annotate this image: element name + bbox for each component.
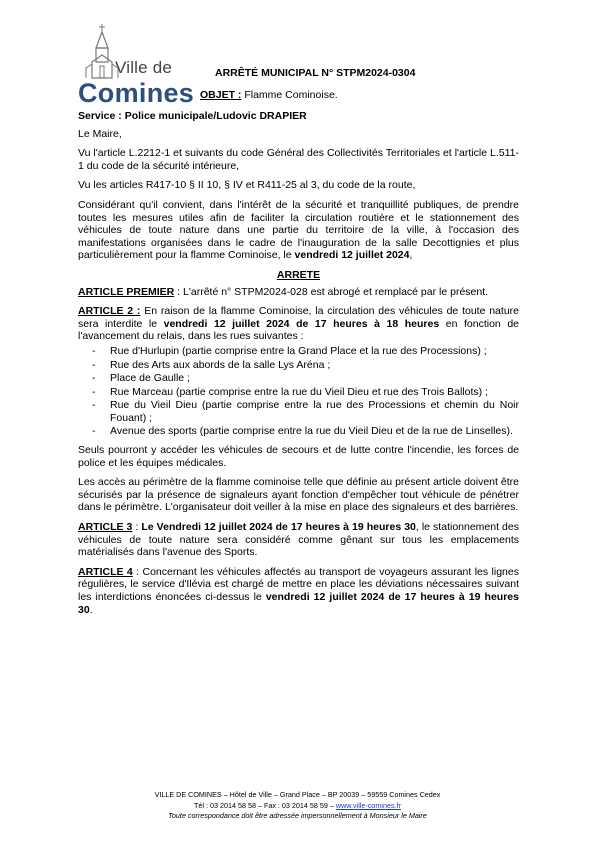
service-line: Service : Police municipale/Ludovic DRAPIER — [78, 110, 307, 122]
footer-phone-fax: Tél : 03 2014 58 58 – Fax : 03 2014 58 59 – — [194, 800, 336, 810]
article-3-text: , le stationnement des véhicules de toute nature sera considéré comme gênant sur tous les emplacements matérialisés dans l'avenue des Sports. — [78, 521, 519, 559]
street-list — [78, 345, 519, 438]
article-2-label: ARTICLE 2 : — [78, 305, 141, 318]
vu-paragraph-2: Vu les articles R417-10 § II 10, § IV et R411-25 al 3, du code de la route, — [78, 179, 416, 192]
list-item: - Rue du Vieil Dieu (partie comprise entre la rue des Processions et chemin du Noir Fouant) ; — [110, 399, 519, 424]
logo-ville-text: Ville de — [115, 58, 173, 77]
considerant-text: Considérant qu'il convient, dans l'intérêt de la sécurité et tranquillité publiques, de prendre toutes les mesures utiles afin de faciliter la circulation routière et le stationnement des véhicules de toute nature dans une partie du territoire de la ville, à l'occasion des manifestations organisées dans le cadre de l'inauguration de la salle Decottignies et plus particulièrement pour la flamme Cominoise, le — [78, 198, 519, 262]
article-4-end: . — [89, 603, 93, 616]
vu-paragraph-1: Vu l'article L.2212-1 et suivants du code Général des Collectivités Territoriales et l'article L.511-1 du code de la sécurité intérieure, — [78, 147, 519, 172]
article-2 — [78, 305, 519, 343]
article-1-text: : L'arrêté n° STPM2024-028 est abrogé et remplacé par le présent. — [174, 285, 489, 298]
page-footer — [60, 790, 535, 822]
article-1 — [78, 286, 519, 299]
document-title: ARRÊTÉ MUNICIPAL N° STPM2024-0304 — [215, 67, 416, 79]
article-2-signaleurs-paragraph: Les accès au périmètre de la flamme cominoise telle que définie au présent article doivent être sécurisés par la présence de signaleurs ayant fonction d'empêcher tout véhicule de pénétrer dans le périmètre. L'organisateur doit veiller à la mise en place des signaleurs et des barrières. — [78, 476, 519, 514]
footer-address: VILLE DE COMINES – Hôtel de Ville – Grand Place – BP 20039 – 59559 Comines Cedex — [154, 790, 441, 799]
article-2-text-2: en fonction de l'avancement du relais, dans les rues suivantes : — [78, 317, 519, 343]
article-4-date: vendredi 12 juillet 2024 de 17 heures à 19 heures 30 — [78, 591, 519, 616]
city-logo — [78, 22, 193, 108]
article-3-date: Le Vendredi 12 juillet 2024 de 17 heures à 19 heures 30 — [141, 521, 416, 534]
footer-note: Toute correspondance doit être adressée impersonnellement à Monsieur le Maire — [168, 811, 427, 820]
list-item: - Avenue des sports (partie comprise entre la rue du Vieil Dieu et de la rue de Linselles). — [110, 425, 519, 438]
website-link[interactable]: www.ville-comines.fr — [335, 800, 401, 810]
list-item: - Rue d'Hurlupin (partie comprise entre la Grand Place et la rue des Processions) ; — [110, 345, 519, 358]
arrete-heading: ARRETE — [276, 268, 321, 281]
considerant-end: , — [409, 249, 413, 262]
article-4-text: : Concernant les véhicules affectés au transport de voyageurs assurant les lignes régulières, le service d'Ilévia est chargé de mettre en place les déviations nécessaires suivant les interdictions énoncées ci-dessus le — [78, 565, 519, 603]
le-maire: Le Maire, — [78, 127, 122, 140]
objet-text: Flamme Cominoise. — [241, 89, 338, 101]
considerant-date: vendredi 12 juillet 2024 — [294, 249, 410, 262]
objet-label: OBJET : — [200, 89, 242, 101]
logo-comines-text: Comines — [78, 78, 195, 108]
footer-contact — [60, 801, 535, 812]
article-1-label: ARTICLE PREMIER — [78, 285, 175, 298]
objet-line — [200, 89, 338, 101]
article-3-label: ARTICLE 3 — [78, 521, 133, 534]
article-3 — [78, 521, 519, 559]
list-item: - Place de Gaulle ; — [110, 372, 519, 385]
list-item: - Rue Marceau (partie comprise entre la rue du Vieil Dieu et rue des Trois Ballots) ; — [110, 386, 519, 399]
article-2-access-paragraph: Seuls pourront y accéder les véhicules de secours et de lutte contre l'incendie, les forces de police et les équipes médicales. — [78, 444, 519, 469]
article-3-colon: : — [132, 521, 142, 534]
considerant-paragraph — [78, 199, 519, 262]
article-2-date: vendredi 12 juillet 2024 de 17 heures à 18 heures — [163, 317, 440, 330]
list-item: - Rue des Arts aux abords de la salle Lys Aréna ; — [110, 359, 519, 372]
article-4-label: ARTICLE 4 — [78, 565, 133, 578]
article-2-text-1: En raison de la flamme Cominoise, la circulation des véhicules de toute nature sera interdite le — [78, 305, 519, 330]
document-body — [78, 110, 519, 623]
article-4 — [78, 566, 519, 616]
